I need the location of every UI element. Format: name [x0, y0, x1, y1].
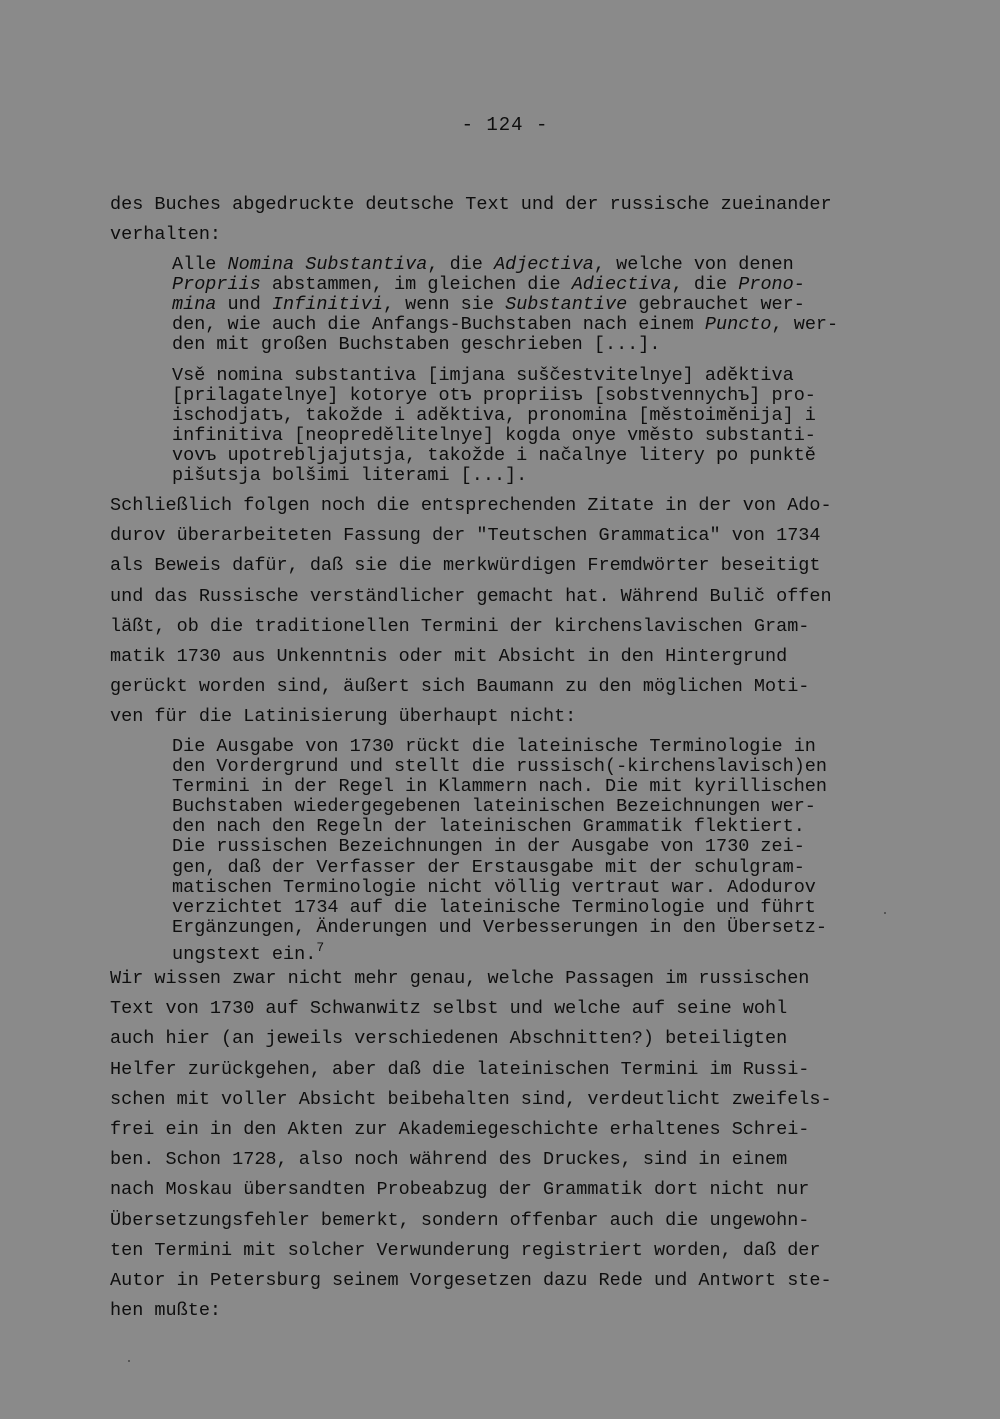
- quote-line: Termini in der Regel in Klammern nach. Die mit kyrillischen: [172, 776, 828, 798]
- block-quote-baumann: [172, 737, 892, 965]
- quote-line: matischen Terminologie nicht völlig vertraut war. Adodurov: [172, 876, 816, 898]
- italic-term: Substantive: [505, 294, 628, 316]
- text-line: schen mit voller Absicht beibehalten sind, verdeutlicht zweifels-: [110, 1088, 832, 1110]
- text-line: Schließlich folgen noch die entsprechenden Zitate in der von Ado-: [110, 495, 832, 516]
- text-line: Helfer zurückgehen, aber daß die lateinischen Termini im Russi-: [110, 1058, 810, 1080]
- quote-line: Ergänzungen, Änderungen und Verbesserungen in den Übersetz-: [172, 916, 828, 938]
- scan-speck: [884, 912, 886, 914]
- text-line: hen mußte:: [110, 1300, 222, 1322]
- text-line: matik 1730 aus Unkenntnis oder mit Absicht in den Hintergrund: [110, 646, 788, 668]
- text-line: Wir wissen zwar nicht mehr genau, welche Passagen im russischen: [110, 968, 810, 989]
- text-line: des Buches abgedruckte deutsche Text und der russische zueinander: [110, 194, 832, 215]
- text-line: durov überarbeiteten Fassung der "Teutschen Grammatica" von 1734: [110, 525, 821, 547]
- block-quote-german: [172, 255, 892, 355]
- footnote-marker[interactable]: 7: [316, 939, 325, 955]
- quote-line: den Vordergrund und stellt die russisch(-kirchenslavisch)en: [172, 756, 828, 778]
- paragraph-intro: [110, 190, 890, 250]
- quote-line: ischodjatъ, takožde i aděktiva, pronomina [městoiměnija] i: [172, 405, 816, 427]
- paragraph-comparison: [110, 491, 890, 733]
- text-line: und das Russische verständlicher gemacht hat. Während Bulič offen: [110, 585, 832, 607]
- text-run: und: [216, 294, 272, 316]
- scan-speck: [128, 1360, 130, 1362]
- text-run: , wer-: [771, 314, 839, 336]
- quote-line: Vsě nomina substantiva [imjana suščestvitelnye] aděktiva: [172, 365, 794, 386]
- quote-line: den mit großen Buchstaben geschrieben [...].: [172, 334, 661, 356]
- text-line: Übersetzungsfehler bemerkt, sondern offenbar auch die ungewohn-: [110, 1209, 810, 1231]
- text-line: ten Termini mit solcher Verwunderung registriert worden, daß der: [110, 1239, 821, 1261]
- text-run: , die: [671, 274, 739, 296]
- text-line: läßt, ob die traditionellen Termini der kirchenslavischen Gram-: [110, 615, 810, 637]
- italic-term: Nomina Substantiva: [227, 254, 428, 275]
- text-run: Alle: [172, 254, 228, 275]
- text-run: , wenn sie: [382, 294, 506, 316]
- quote-line: verzichtet 1734 auf die lateinische Terminologie und führt: [172, 896, 816, 918]
- quote-line: den nach den Regeln der lateinischen Grammatik flektiert.: [172, 816, 805, 838]
- quote-line: Die russischen Bezeichnungen in der Ausgabe von 1730 zei-: [172, 836, 805, 858]
- quote-line: infinitiva [neopredělitelnye] kogda onye vměsto substanti-: [172, 425, 816, 447]
- text-run: gebrauchet wer-: [627, 294, 805, 316]
- quote-line: [172, 938, 892, 965]
- quote-line: [172, 255, 892, 275]
- text-line: verhalten:: [110, 224, 222, 246]
- italic-term: Adjectiva: [493, 254, 594, 275]
- quote-line: [172, 295, 892, 315]
- text-run: ungstext ein.: [172, 943, 317, 965]
- text-line: als Beweis dafür, daß sie die merkwürdigen Fremdwörter beseitigt: [110, 555, 821, 577]
- quote-line: [172, 315, 892, 335]
- text-run: den, wie auch die Anfangs-Buchstaben nach einem: [172, 314, 705, 336]
- text-line: ben. Schon 1728, also noch während des Druckes, sind in einem: [110, 1149, 788, 1171]
- quote-line: Buchstaben wiedergegebenen lateinischen Bezeichnungen wer-: [172, 796, 816, 818]
- text-line: Autor in Petersburg seinem Vorgesetzen dazu Rede und Antwort ste-: [110, 1270, 832, 1292]
- text-line: nach Moskau übersandten Probeabzug der Grammatik dort nicht nur: [110, 1179, 810, 1201]
- quote-line: vovъ upotrebljajutsja, takožde i načalnye litery po punktě: [172, 445, 816, 467]
- text-run: , die: [427, 254, 494, 275]
- quote-line: [172, 275, 892, 295]
- paragraph-conclusion: [110, 964, 890, 1326]
- italic-term: Adiectiva: [571, 274, 672, 296]
- quote-line: pišutsja bolšimi literami [...].: [172, 465, 528, 487]
- text-run: abstammen, im gleichen die: [260, 274, 572, 296]
- text-line: gerückt worden sind, äußert sich Baumann zu den möglichen Moti-: [110, 676, 810, 698]
- italic-term: Propriis: [172, 274, 261, 296]
- block-quote-russian: [172, 366, 892, 487]
- text-line: auch hier (an jeweils verschiedenen Abschnitten?) beteiligten: [110, 1028, 788, 1050]
- quote-line: gen, daß der Verfasser der Erstausgabe mit der schulgram-: [172, 856, 805, 878]
- quote-line: Die Ausgabe von 1730 rückt die lateinische Terminologie in: [172, 736, 816, 757]
- italic-term: Infinitivi: [271, 294, 383, 316]
- quote-line: [prilagatelnye] kotorye otъ propriisъ [sobstvennychъ] pro-: [172, 385, 816, 407]
- text-line: ven für die Latinisierung überhaupt nicht:: [110, 706, 577, 728]
- italic-term: Prono-: [738, 274, 805, 296]
- text-line: Text von 1730 auf Schwanwitz selbst und welche auf seine wohl: [110, 998, 788, 1020]
- text-line: frei ein in den Akten zur Akademiegeschichte erhaltenes Schrei-: [110, 1119, 810, 1141]
- italic-term: mina: [172, 294, 217, 316]
- page-number: - 124 -: [461, 114, 549, 136]
- italic-term: Puncto: [704, 314, 772, 336]
- text-run: , welche von denen: [593, 254, 794, 275]
